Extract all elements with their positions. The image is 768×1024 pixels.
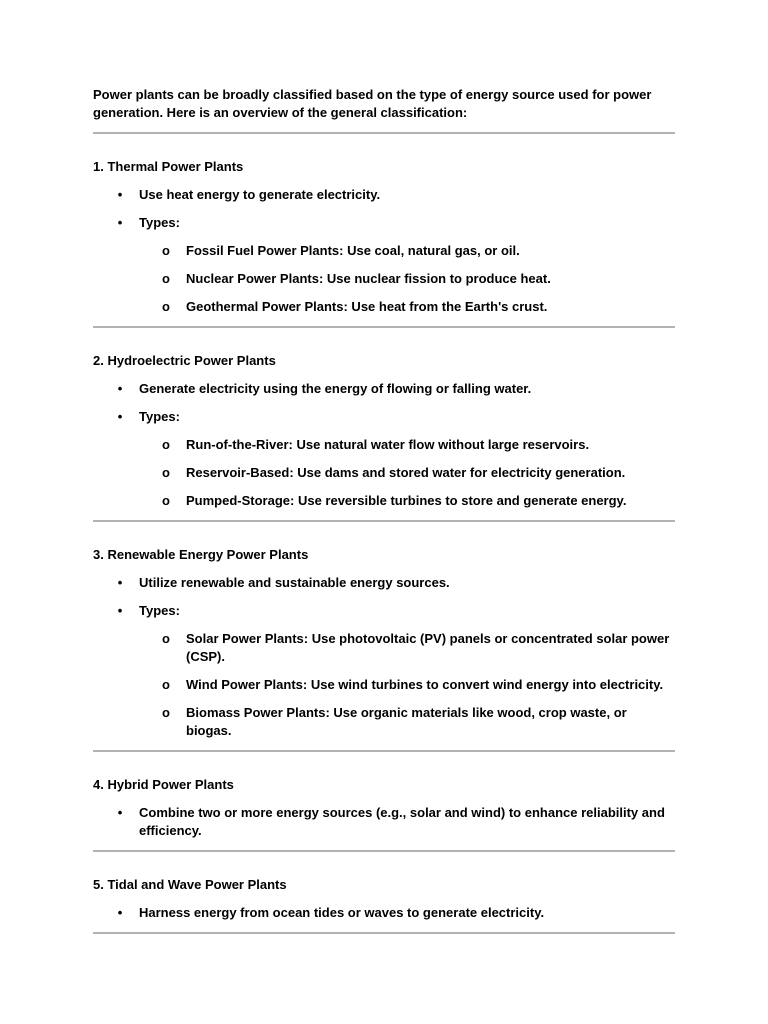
bullet-list: [93, 380, 675, 510]
sub-bullet-item: [93, 242, 675, 260]
sub-bullet-text: Biomass Power Plants: Use organic materials like wood, crop waste, or biogas.: [186, 705, 627, 738]
bullet-icon: •: [117, 575, 123, 590]
bullet-text: Types:: [139, 215, 180, 230]
sub-bullet-list: [93, 242, 675, 316]
sub-bullet-icon: o: [162, 465, 170, 480]
sub-bullet-text: Run-of-the-River: Use natural water flow without large reservoirs.: [186, 437, 590, 452]
horizontal-rule: [93, 326, 675, 328]
bullet-text: Utilize renewable and sustainable energy sources.: [139, 575, 450, 590]
bullet-icon: •: [117, 905, 123, 920]
bullet-icon: •: [117, 381, 123, 396]
bullet-item: [93, 602, 675, 620]
horizontal-rule: [93, 750, 675, 752]
sub-bullet-item: [93, 492, 675, 510]
section-heading: 2. Hydroelectric Power Plants: [93, 353, 276, 368]
horizontal-rule: [93, 932, 675, 934]
sub-bullet-icon: o: [162, 243, 170, 258]
sub-bullet-item: [93, 270, 675, 288]
horizontal-rule: [93, 850, 675, 852]
intro-paragraph: Power plants can be broadly classified based on the type of energy source used for power generation. Here is an overview of the general classification:: [93, 87, 652, 120]
bullet-item: [93, 804, 675, 840]
sub-bullet-text: Fossil Fuel Power Plants: Use coal, natural gas, or oil.: [186, 243, 520, 258]
section-2: [93, 352, 675, 522]
sub-bullet-icon: o: [162, 705, 170, 720]
section-heading: 5. Tidal and Wave Power Plants: [93, 877, 287, 892]
sub-bullet-item: [93, 704, 675, 740]
section-heading: 4. Hybrid Power Plants: [93, 777, 234, 792]
sub-bullet-icon: o: [162, 677, 170, 692]
sub-bullet-text: Pumped-Storage: Use reversible turbines to store and generate energy.: [186, 493, 627, 508]
bullet-list: [93, 904, 675, 922]
bullet-text: Combine two or more energy sources (e.g., solar and wind) to enhance reliability and efficiency.: [139, 805, 665, 838]
sub-bullet-item: [93, 436, 675, 454]
bullet-icon: •: [117, 805, 123, 820]
sub-bullet-icon: o: [162, 271, 170, 286]
sub-bullet-icon: o: [162, 299, 170, 314]
sub-bullet-text: Nuclear Power Plants: Use nuclear fission to produce heat.: [186, 271, 551, 286]
bullet-text: Types:: [139, 409, 180, 424]
bullet-text: Use heat energy to generate electricity.: [139, 187, 381, 202]
section-4: [93, 776, 675, 852]
bullet-list: [93, 574, 675, 740]
sub-bullet-item: [93, 630, 675, 666]
sub-bullet-text: Solar Power Plants: Use photovoltaic (PV) panels or concentrated solar power (CSP).: [186, 631, 670, 664]
sub-bullet-list: [93, 630, 675, 740]
bullet-item: [93, 186, 675, 204]
bullet-item: [93, 408, 675, 426]
sub-bullet-item: [93, 464, 675, 482]
bullet-icon: •: [117, 187, 123, 202]
section-3: [93, 546, 675, 752]
sub-bullet-item: [93, 298, 675, 316]
section-heading: 3. Renewable Energy Power Plants: [93, 547, 309, 562]
section-heading: 1. Thermal Power Plants: [93, 159, 244, 174]
bullet-text: Generate electricity using the energy of flowing or falling water.: [139, 381, 532, 396]
bullet-text: Harness energy from ocean tides or waves to generate electricity.: [139, 905, 545, 920]
bullet-item: [93, 574, 675, 592]
sub-bullet-list: [93, 436, 675, 510]
sub-bullet-item: [93, 676, 675, 694]
bullet-list: [93, 804, 675, 840]
bullet-icon: •: [117, 409, 123, 424]
section-1: [93, 158, 675, 328]
sub-bullet-icon: o: [162, 437, 170, 452]
bullet-item: [93, 380, 675, 398]
sub-bullet-icon: o: [162, 631, 170, 646]
section-5: [93, 876, 675, 934]
document-body: [93, 86, 675, 934]
sections-container: [93, 158, 675, 934]
bullet-list: [93, 186, 675, 316]
sub-bullet-icon: o: [162, 493, 170, 508]
bullet-icon: •: [117, 603, 123, 618]
bullet-item: [93, 214, 675, 232]
sub-bullet-text: Wind Power Plants: Use wind turbines to convert wind energy into electricity.: [186, 677, 664, 692]
sub-bullet-text: Geothermal Power Plants: Use heat from the Earth's crust.: [186, 299, 548, 314]
horizontal-rule: [93, 520, 675, 522]
bullet-text: Types:: [139, 603, 180, 618]
bullet-icon: •: [117, 215, 123, 230]
bullet-item: [93, 904, 675, 922]
sub-bullet-text: Reservoir-Based: Use dams and stored water for electricity generation.: [186, 465, 626, 480]
horizontal-rule: [93, 132, 675, 134]
